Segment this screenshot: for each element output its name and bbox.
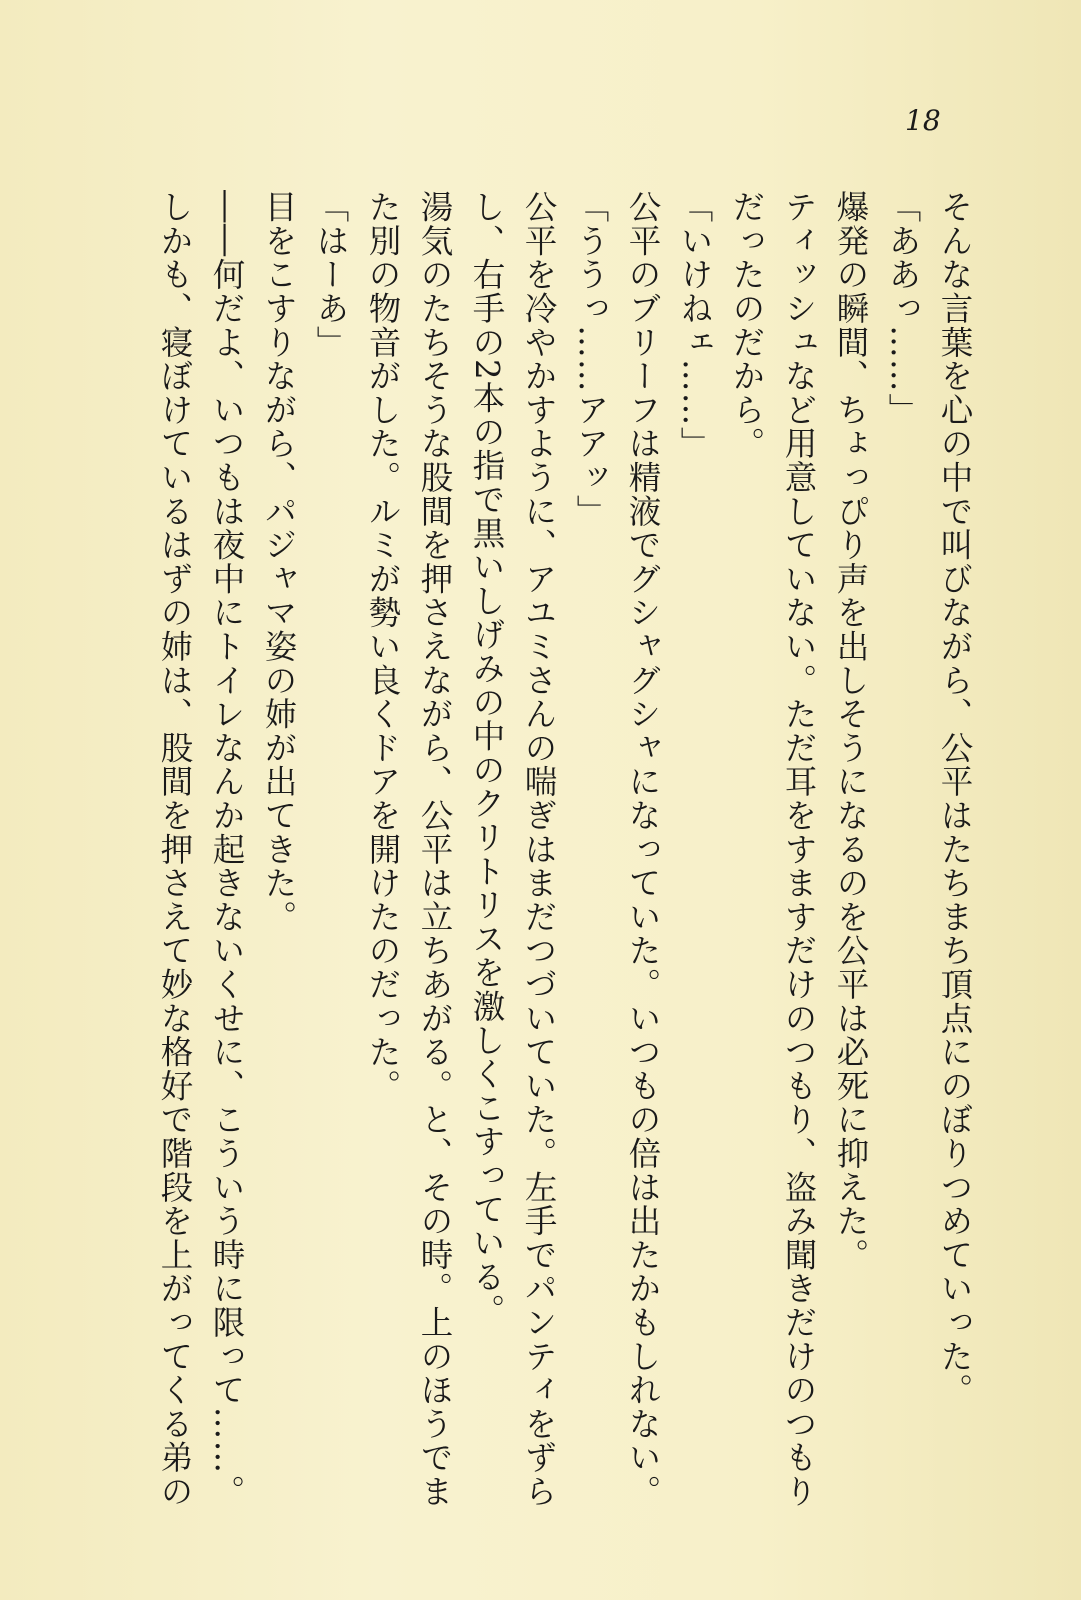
text-line-12: た別の物音がした。ルミが勢い良くドアを開けたのだった。 (364, 190, 402, 1103)
text-line-3: 爆発の瞬間、ちょっぴり声を出しそうになるのを公平は必死に抑えた。 (832, 190, 870, 1272)
text-line-6: 「いけねェ……」 (676, 190, 714, 461)
text-line-11: 湯気のたちそうな股間を押さえながら、公平は立ちあがる。と、その時。上のほうでま (416, 190, 454, 1509)
text-line-7: 公平のブリーフは精液でグシャグシャになっていた。いつもの倍は出たかもしれない。 (624, 190, 662, 1509)
text-line-1: そんな言葉を心の中で叫びながら、公平はたちまち頂点にのぼりつめていった。 (936, 190, 974, 1407)
text-line-8: 「ううっ……アアッ」 (572, 190, 610, 528)
text-line-16: しかも、寝ぼけているはずの姉は、股間を押さえて妙な格好で階段を上がってくる弟の (156, 190, 194, 1509)
text-line-14: 目をこすりながら、パジャマ姿の姉が出てきた。 (260, 190, 298, 934)
text-line-15: ――何だよ、いつもは夜中にトイレなんか起きないくせに、こういう時に限って……。 (208, 190, 246, 1509)
text-line-2: 「ああっ……」 (884, 190, 922, 427)
text-line-9: 公平を冷やかすように、アユミさんの喘ぎはまだつづいていた。左手でパンティをずら (520, 190, 558, 1509)
page-number: 18 (905, 104, 941, 137)
text-line-10: し、右手の2本の指で黒いしげみの中のクリトリスを激しくこすっている。 (468, 190, 506, 1328)
text-line-13: 「はーあ」 (312, 190, 350, 359)
body-text (153, 190, 998, 1530)
text-line-4: ティッシュなど用意していない。ただ耳をすますだけのつもり、盗み聞きだけのつもり (780, 190, 818, 1509)
text-line-5: だったのだから。 (728, 190, 766, 461)
